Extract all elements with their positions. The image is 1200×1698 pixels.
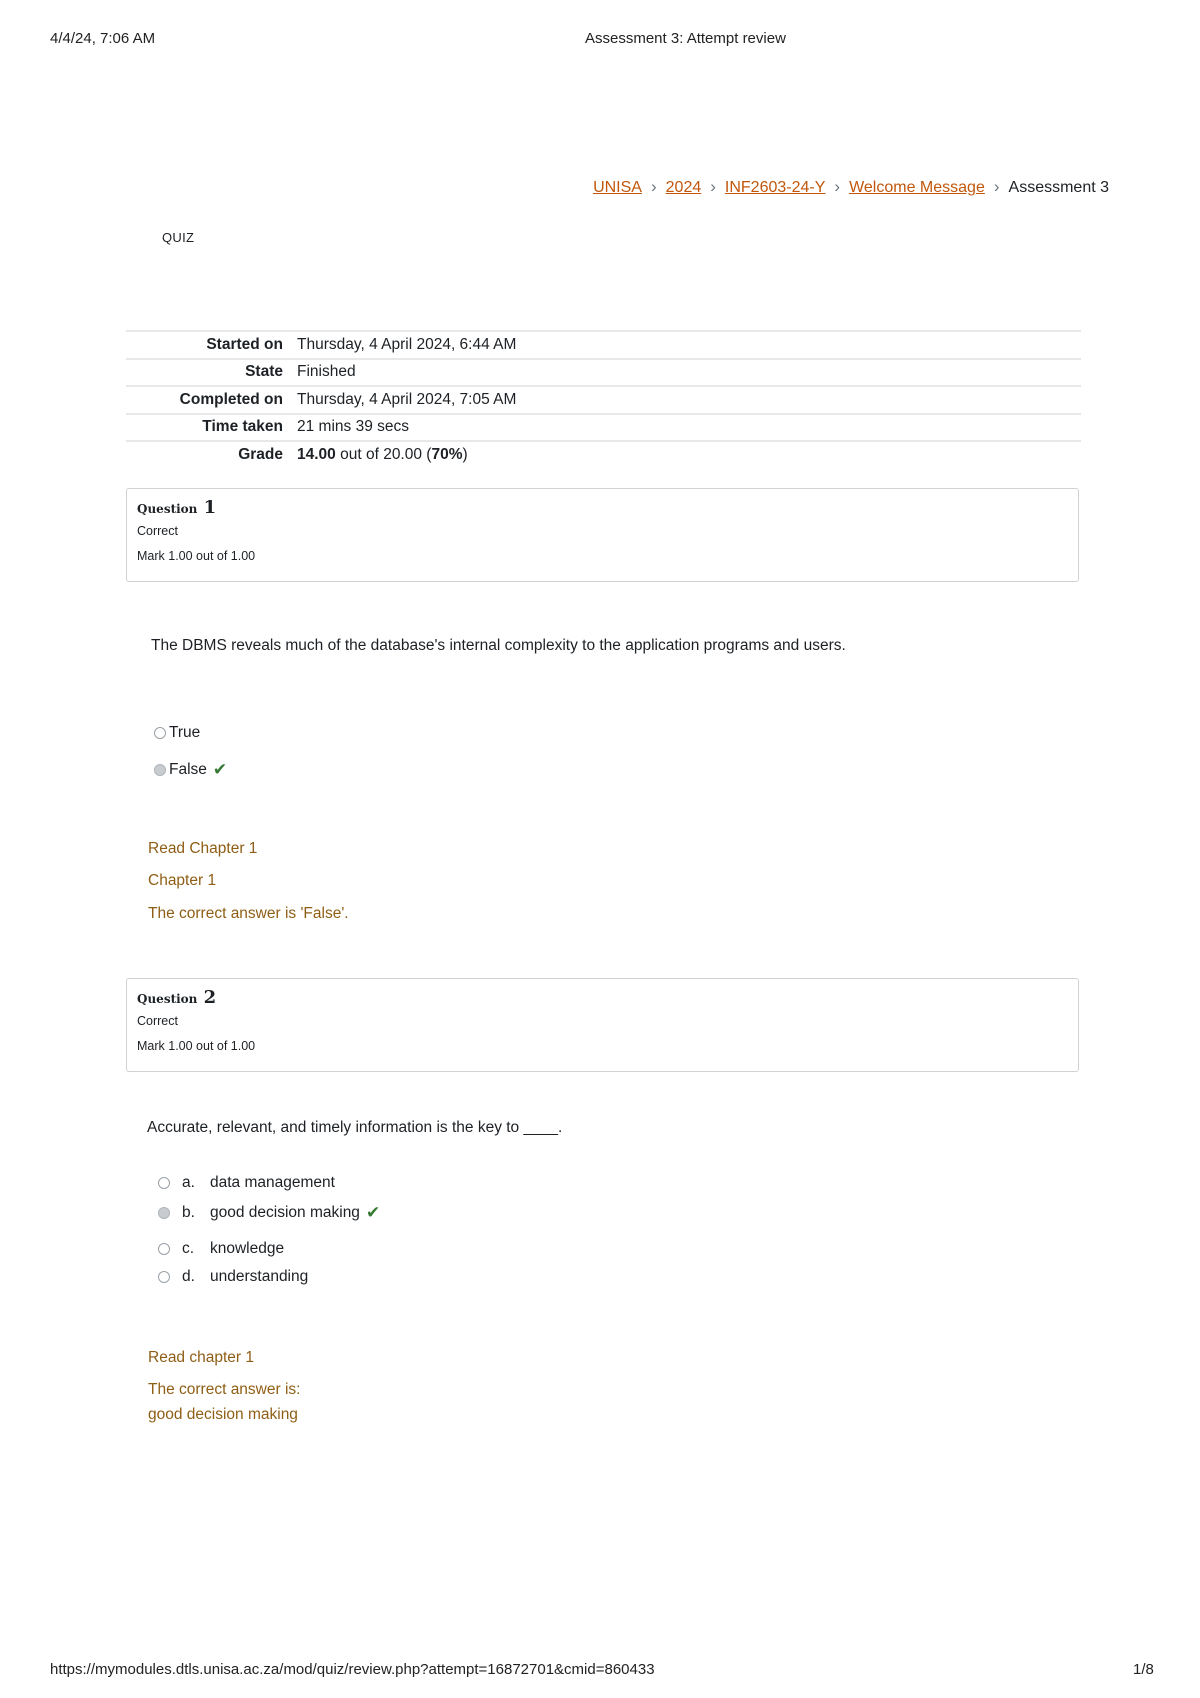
answer-option-b[interactable] — [158, 1203, 380, 1223]
print-doc-title: Assessment 3: Attempt review — [585, 30, 786, 47]
summary-row-grade — [126, 441, 1081, 469]
option-letter: c. — [182, 1240, 195, 1257]
question-text: The DBMS reveals much of the database's internal complexity to the application programs and users. — [151, 637, 846, 654]
option-text: understanding — [210, 1268, 309, 1285]
option-letter: b. — [182, 1204, 195, 1221]
print-datetime: 4/4/24, 7:06 AM — [50, 30, 156, 47]
answer-option-d[interactable] — [158, 1268, 308, 1286]
summary-row-state — [126, 359, 1081, 387]
option-text: False — [169, 761, 207, 778]
question-info-box — [126, 488, 1079, 582]
summary-row-started — [126, 331, 1081, 359]
right-answer-feedback: The correct answer is 'False'. — [148, 905, 349, 922]
question-number-value: 1 — [203, 497, 217, 518]
question-state: Correct — [137, 524, 178, 538]
option-text: data management — [210, 1174, 335, 1191]
option-text: True — [169, 724, 201, 741]
breadcrumb-link-unisa[interactable]: UNISA — [593, 179, 642, 196]
attempt-summary-table — [126, 330, 1081, 469]
summary-label: Completed on — [179, 390, 283, 408]
radio-button-checked[interactable] — [158, 1207, 170, 1219]
summary-value: 21 mins 39 secs — [297, 418, 409, 436]
summary-label: Time taken — [202, 418, 283, 436]
answer-option-false[interactable] — [154, 760, 227, 780]
option-text: knowledge — [210, 1240, 285, 1257]
check-icon: ✔ — [212, 760, 228, 779]
grade-percent: 70% — [431, 446, 463, 464]
check-icon: ✔ — [365, 1203, 381, 1222]
summary-row-time-taken — [126, 414, 1081, 442]
question-text: Accurate, relevant, and timely information is the key to ____. — [147, 1119, 563, 1136]
breadcrumb-link-section[interactable]: Welcome Message — [849, 179, 985, 196]
breadcrumb — [593, 177, 1109, 197]
grade-mid: out of 20.00 ( — [340, 446, 432, 464]
chevron-right-icon: › — [834, 177, 841, 196]
question-number — [137, 987, 1068, 1008]
general-feedback: Read chapter 1 — [148, 1349, 254, 1366]
grade-end: ) — [462, 446, 468, 464]
chevron-right-icon: › — [710, 177, 716, 196]
question-info-box — [126, 978, 1079, 1072]
radio-button-checked[interactable] — [154, 764, 166, 776]
print-footer-url: https://mymodules.dtls.unisa.ac.za/mod/quiz/review.php?attempt=16872701&cmid=860433 — [50, 1661, 655, 1678]
radio-button[interactable] — [158, 1243, 170, 1255]
breadcrumb-link-year[interactable]: 2024 — [665, 179, 702, 196]
summary-row-completed — [126, 386, 1081, 414]
question-number-value: 2 — [203, 987, 217, 1008]
answer-option-c[interactable] — [158, 1240, 284, 1258]
radio-button[interactable] — [158, 1271, 170, 1283]
option-text: good decision making — [210, 1204, 360, 1221]
breadcrumb-current: Assessment 3 — [1008, 179, 1109, 196]
question-label: Question — [137, 502, 198, 516]
grade-value — [297, 441, 1081, 469]
question-number — [137, 497, 1068, 518]
radio-button[interactable] — [154, 727, 166, 739]
option-letter: a. — [182, 1174, 195, 1191]
option-letter: d. — [182, 1268, 195, 1285]
summary-label: State — [245, 363, 283, 381]
chevron-right-icon: › — [650, 177, 657, 196]
question-mark: Mark 1.00 out of 1.00 — [137, 1039, 256, 1053]
summary-label: Grade — [238, 446, 283, 464]
question-label: Question — [137, 992, 198, 1006]
radio-button[interactable] — [158, 1177, 170, 1189]
summary-value: Thursday, 4 April 2024, 6:44 AM — [297, 335, 517, 353]
answer-option-a[interactable] — [158, 1174, 335, 1192]
general-feedback: Chapter 1 — [148, 872, 217, 889]
grade-score: 14.00 — [297, 446, 336, 464]
chevron-right-icon: › — [993, 177, 1000, 196]
summary-label: Started on — [206, 335, 283, 353]
general-feedback: Read Chapter 1 — [148, 840, 258, 857]
page-label: QUIZ — [162, 230, 195, 245]
print-footer-page: 1/8 — [1133, 1661, 1154, 1678]
question-mark: Mark 1.00 out of 1.00 — [137, 549, 256, 563]
summary-value: Thursday, 4 April 2024, 7:05 AM — [297, 390, 517, 408]
summary-value: Finished — [297, 363, 356, 381]
right-answer-feedback: The correct answer is: — [148, 1381, 301, 1398]
question-state: Correct — [137, 1014, 178, 1028]
right-answer-value: good decision making — [148, 1406, 298, 1423]
answer-option-true[interactable] — [154, 724, 200, 742]
breadcrumb-link-course[interactable]: INF2603-24-Y — [724, 179, 826, 196]
